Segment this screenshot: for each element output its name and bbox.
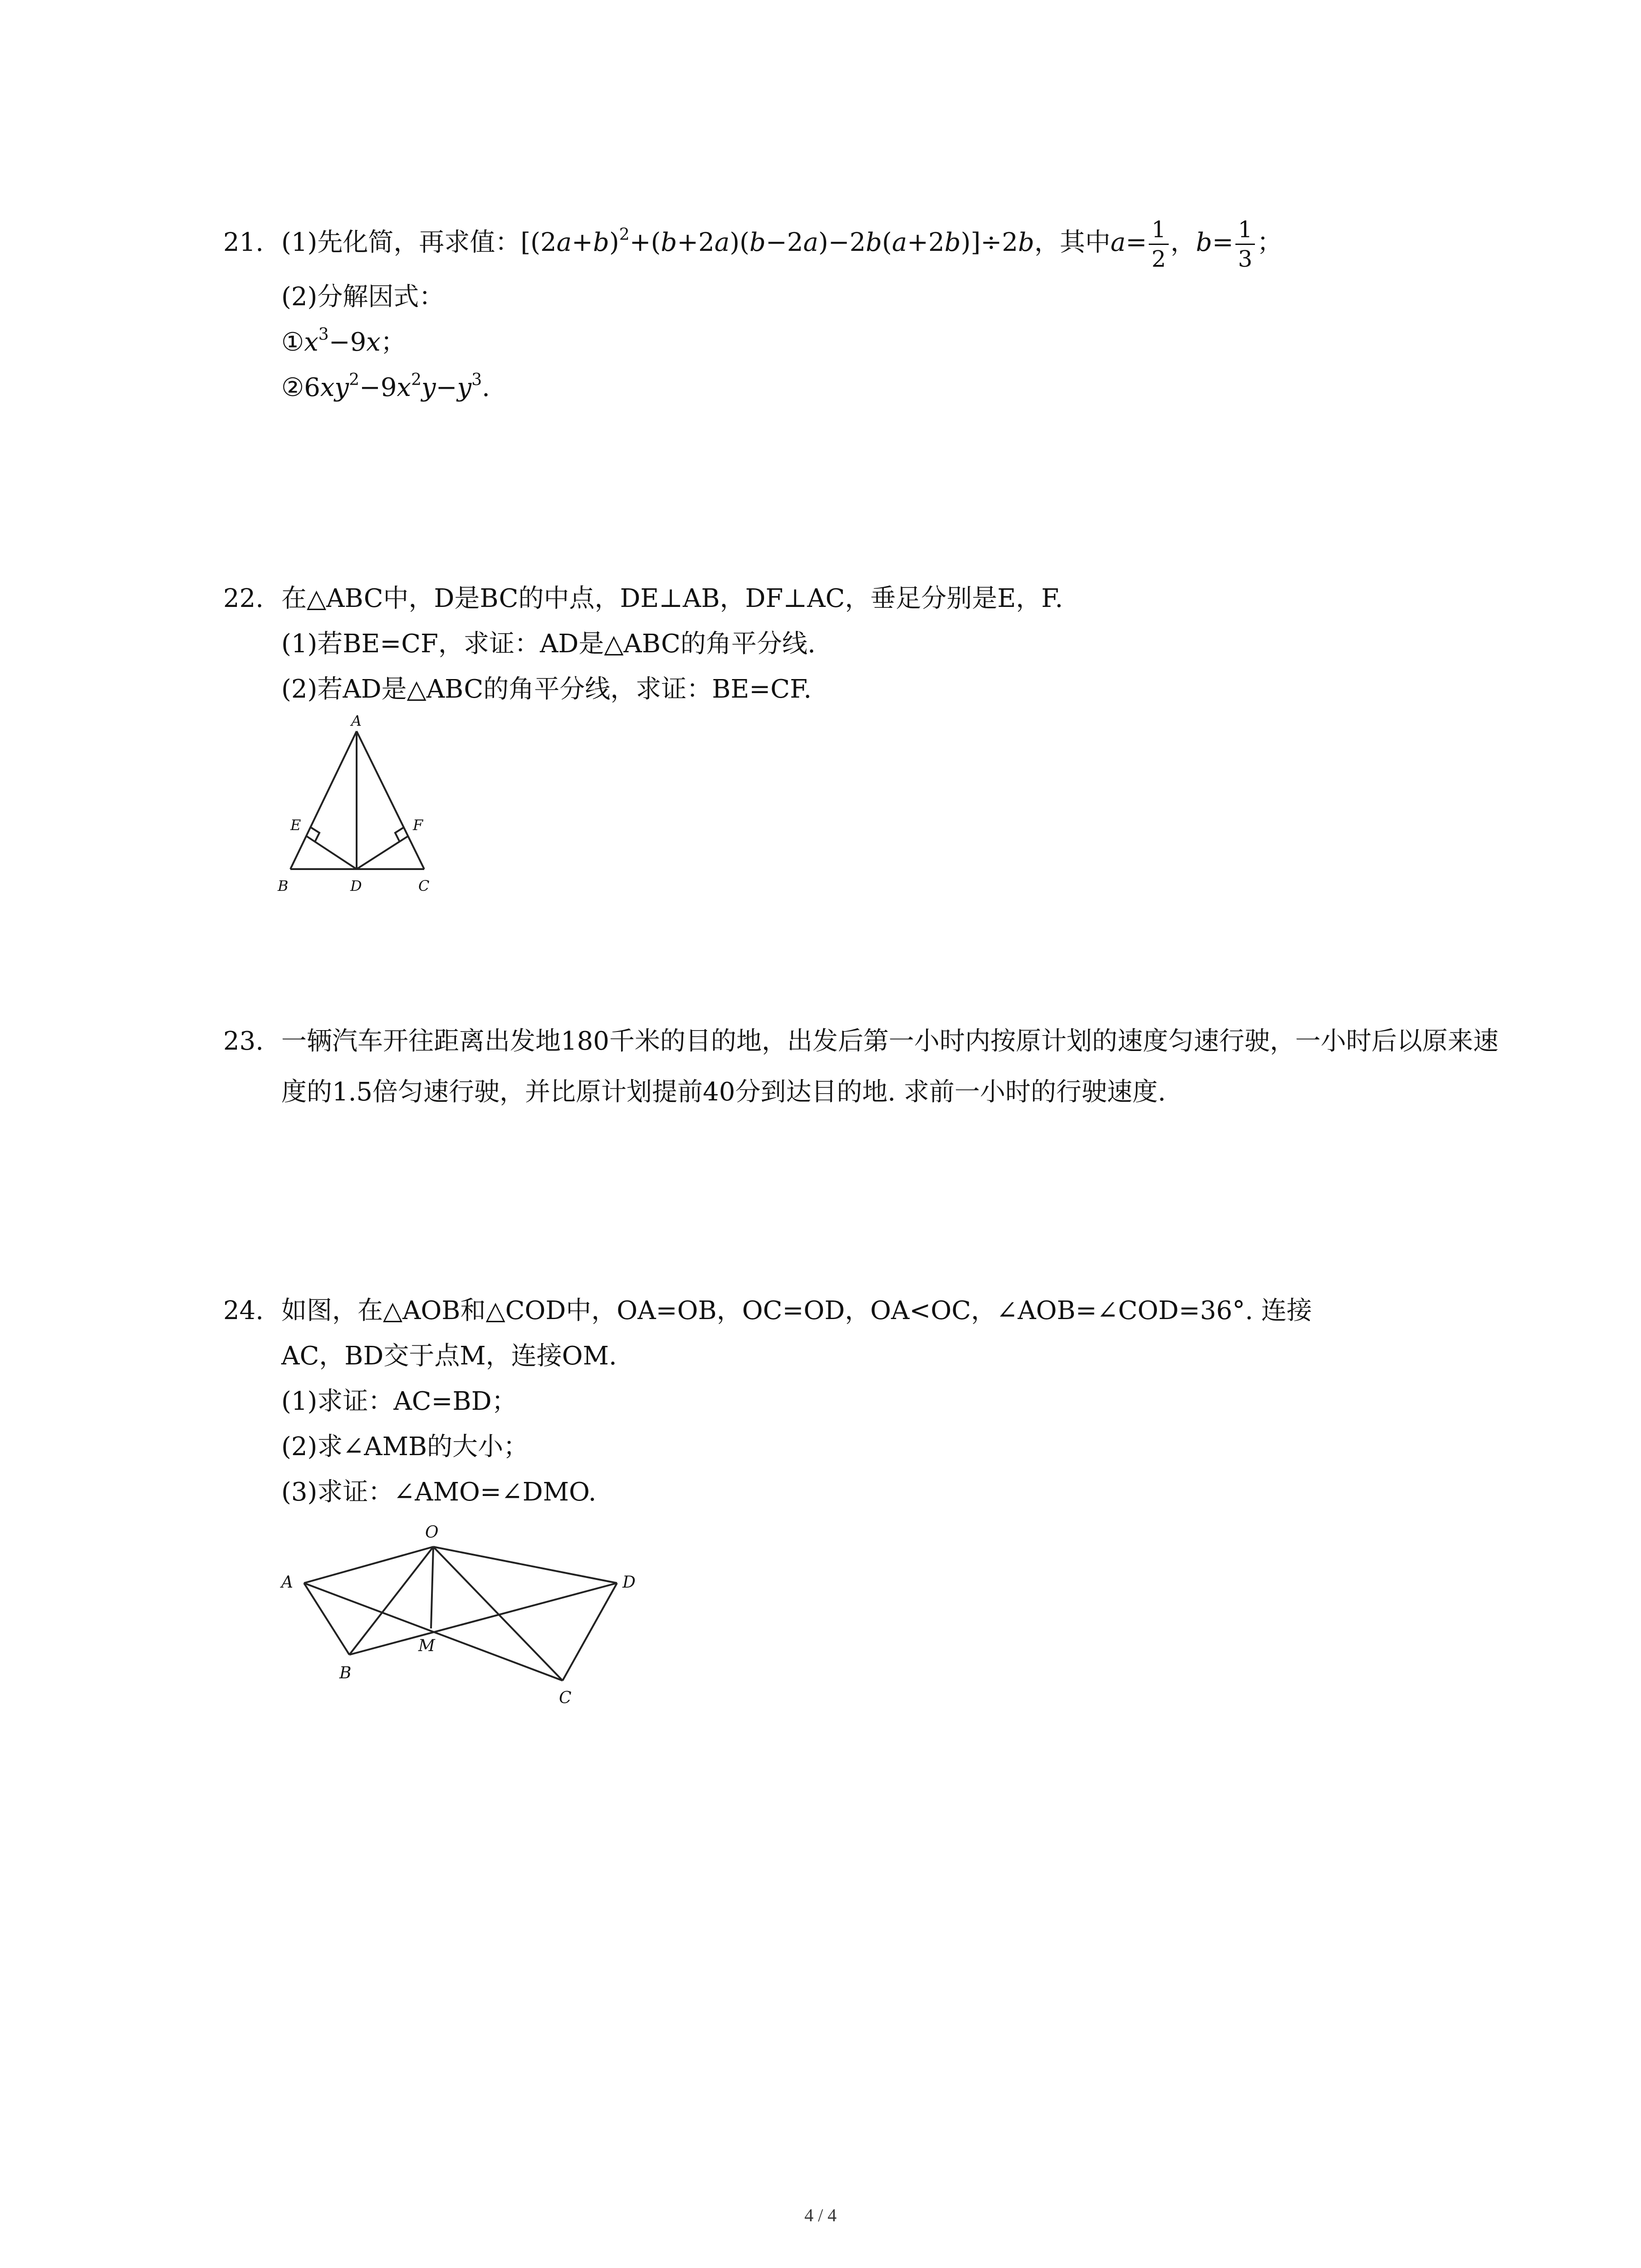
q22-triangle-figure — [272, 708, 454, 898]
q24-part2: (2)求∠AMB的大小； — [281, 1432, 529, 1461]
q24-triangles-figure — [272, 1520, 644, 1710]
q23-text: 23. 一辆汽车开往距离出发地180千米的目的地，出发后第一小时内按原计划的速度匀速行驶，一小时后以原来速度的1.5倍匀速行驶，并比原计划提前40分到达目的地. 求前一小时的行驶速度. — [223, 1016, 1506, 1118]
label-c: C — [559, 1689, 572, 1707]
fraction-a: $\frac{1}{2}$ — [1149, 215, 1169, 273]
question-number: 21. — [223, 228, 264, 257]
label-d: D — [622, 1573, 636, 1592]
segment-od — [433, 1547, 617, 1583]
page-number: 4 / 4 — [804, 2205, 837, 2225]
question-number: 22. — [223, 584, 264, 613]
label-o: O — [425, 1523, 439, 1542]
label-b: B — [339, 1664, 352, 1682]
segment-cd — [563, 1583, 617, 1681]
question-23 — [223, 1016, 1505, 1118]
question-22 — [223, 576, 1505, 712]
q24-part3: (3)求证：∠AMO=∠DMO. — [281, 1477, 597, 1507]
label-c: C — [418, 877, 430, 894]
q24-stem-line1: 24. 如图，在△AOB和△COD中，OA=OB，OC=OD，OA<OC，∠AOB=∠COD=36°. 连接 — [223, 1288, 1505, 1334]
question-number: 23. — [223, 1026, 264, 1056]
q24-part1: (1)求证：AC=BD； — [281, 1387, 517, 1416]
q22-part2: (2)若AD是△ABC的角平分线，求证：BE=CF. — [281, 675, 812, 704]
segment-ab — [290, 731, 357, 869]
q21-expression: $[(2a+b)^2+(b+2a)(b-2a)-2b(a+2b)]\div 2b$ — [520, 225, 1034, 257]
question-number: 24. — [223, 1296, 264, 1325]
question-21 — [223, 215, 1505, 411]
q21-item2: $②6xy^2-9x^2y-y^3$. — [281, 371, 490, 402]
q21-item1: $①x^3-9x$； — [281, 325, 406, 357]
segment-de — [306, 836, 357, 869]
q24-stem-line2: AC，BD交于点M，连接OM. — [281, 1341, 617, 1371]
q21-part2-heading: (2)分解因式： — [281, 282, 445, 312]
segment-oc — [433, 1547, 563, 1681]
label-d: D — [350, 877, 362, 894]
segment-bd — [349, 1583, 617, 1655]
label-f: F — [413, 816, 423, 834]
segment-ab — [304, 1583, 349, 1655]
segment-oa — [304, 1547, 433, 1583]
q21-part1-line: 21. (1)先化简，再求值：$[(2a+b)^2+(b+2a)(b-2a)-2b(a+2b)]\div 2b$，其中a= $\frac{1}{2}$ ，b= $\frac{1}{3}$ ； — [223, 216, 1283, 272]
label-e: E — [290, 816, 301, 834]
label-m: M — [418, 1637, 435, 1655]
q22-stem: 22. 在△ABC中，D是BC的中点，DE⊥AB，DF⊥AC，垂足分别是E，F. — [223, 576, 1505, 621]
question-24 — [223, 1288, 1505, 1515]
label-b: B — [278, 877, 289, 894]
segment-df — [357, 836, 408, 869]
segment-om — [431, 1547, 433, 1628]
q22-part1: (1)若BE=CF，求证：AD是△ABC的角平分线. — [281, 629, 816, 659]
label-a: A — [351, 712, 362, 729]
label-a: A — [281, 1573, 293, 1592]
fraction-b: $\frac{1}{3}$ — [1235, 215, 1255, 273]
